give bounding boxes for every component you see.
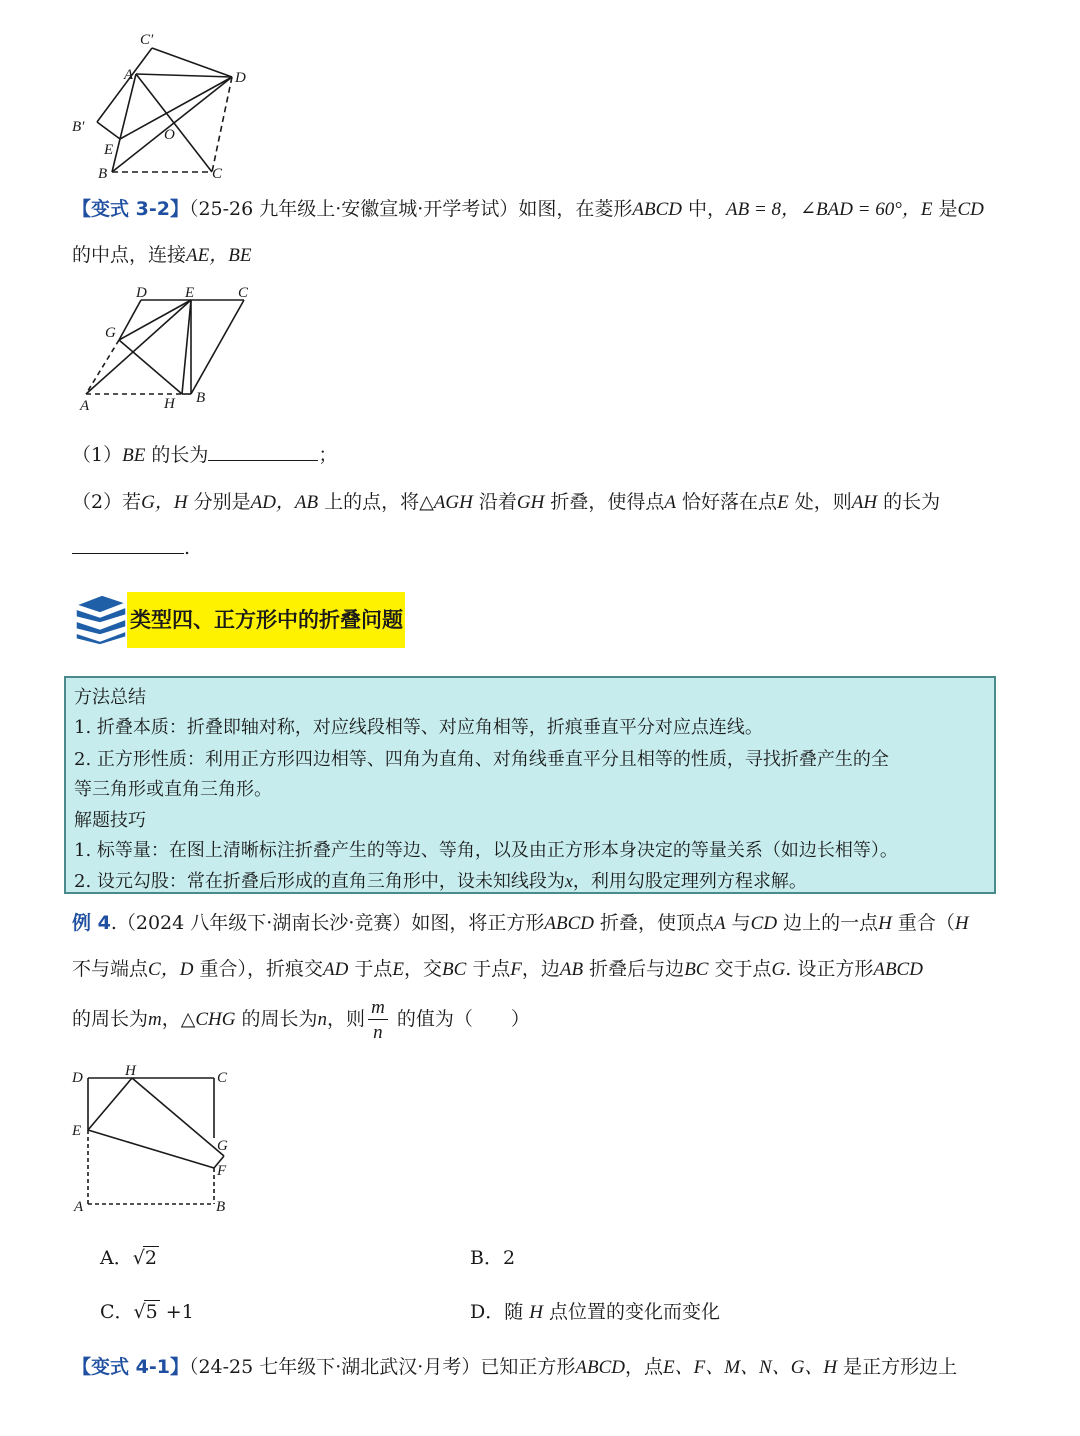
- label-a: A: [80, 398, 90, 412]
- label-g: G: [217, 1138, 228, 1154]
- example-4-line3: 的周长为m，△CHG 的周长为n，则 $\frac{m}{n}$ 的值为（ ）: [72, 997, 530, 1043]
- option-d[interactable]: D．随 H 点位置的变化而变化: [470, 1301, 721, 1323]
- label-a: A: [124, 67, 134, 83]
- label-c: C: [212, 166, 223, 182]
- label-b: B: [196, 390, 206, 406]
- figure-rhombus-fold-1: [62, 26, 272, 186]
- label-d: D: [235, 70, 246, 86]
- books-icon: [72, 593, 130, 645]
- label-d: D: [72, 1070, 83, 1086]
- answer-blank-2[interactable]: [72, 535, 184, 554]
- question-2-answer: .: [72, 535, 190, 559]
- method-heading: 方法总结: [74, 687, 146, 708]
- question-1: （1）BE 的长为 ；: [72, 444, 338, 466]
- label-c-prime: C′: [140, 32, 154, 48]
- method-item-1: 1. 折叠本质：折叠即轴对称，对应线段相等、对应角相等，折痕垂直平分对应点连线。: [74, 717, 763, 738]
- label-g: G: [105, 325, 116, 341]
- label-b: B: [216, 1199, 226, 1215]
- tips-item-1: 1. 标等量：在图上清晰标注折叠产生的等边、等角，以及由正方形本身决定的等量关系（如边长相等）。: [74, 840, 898, 861]
- method-item-2b: 等三角形或直角三角形。: [74, 779, 272, 800]
- label-d: D: [136, 285, 147, 301]
- method-summary-box: [64, 676, 996, 894]
- answer-blank-1[interactable]: [208, 442, 318, 461]
- label-c: C: [238, 285, 249, 301]
- fraction-m-over-n: $\frac{m}{n}$: [368, 998, 388, 1042]
- section-title: 类型四、正方形中的折叠问题: [130, 608, 403, 632]
- question-2: （2）若G，H 分别是AD，AB 上的点，将△AGH 沿着GH 折叠，使得点A 恰好落在点E 处，则AH 的长为: [72, 491, 941, 513]
- example-4-tag: 例 4: [72, 912, 111, 934]
- variant-3-2-line2: 的中点，连接AE，BE: [72, 244, 252, 266]
- variant-3-2-tag: 【变式 3-2】: [72, 198, 189, 220]
- tips-heading: 解题技巧: [74, 810, 146, 831]
- label-h: H: [125, 1063, 136, 1079]
- option-a[interactable]: A．√2: [100, 1247, 157, 1269]
- example-4-line1: 例 4.（2024 八年级下·湖南长沙·竞赛）如图，将正方形ABCD 折叠，使顶点A 与CD 边上的一点H 重合（H: [72, 912, 969, 934]
- option-c[interactable]: C．√5 +1: [100, 1301, 194, 1323]
- label-h: H: [164, 396, 175, 412]
- variant-4-1-line1: 【变式 4-1】（24-25 七年级下·湖北武汉·月考）已知正方形ABCD，点E、F、M、N、G、H 是正方形边上: [72, 1356, 958, 1378]
- label-b: B: [98, 166, 108, 182]
- label-e: E: [104, 142, 114, 158]
- variant-4-1-tag: 【变式 4-1】: [72, 1356, 189, 1378]
- label-c: C: [217, 1070, 228, 1086]
- label-e: E: [72, 1123, 82, 1139]
- label-e: E: [185, 285, 195, 301]
- label-f: F: [217, 1163, 227, 1179]
- option-b[interactable]: B．2: [470, 1247, 516, 1269]
- label-b-prime: B′: [72, 119, 85, 135]
- example-4-line2: 不与端点C，D 重合），折痕交AD 于点E，交BC 于点F，边AB 折叠后与边BC 交于点G. 设正方形ABCD: [72, 958, 923, 980]
- label-o: O: [164, 127, 175, 143]
- variant-3-2-line1: 【变式 3-2】（25-26 九年级上·安徽宣城·开学考试）如图，在菱形ABCD 中，AB = 8，∠BAD = 60°，E 是CD: [72, 198, 984, 220]
- tips-item-2: 2. 设元勾股：常在折叠后形成的直角三角形中，设未知线段为x，利用勾股定理列方程求解。: [74, 871, 807, 892]
- method-item-2a: 2. 正方形性质：利用正方形四边相等、四角为直角、对角线垂直平分且相等的性质，寻找折叠产生的全: [74, 749, 889, 770]
- label-a: A: [74, 1199, 84, 1215]
- figure-rhombus-fold-2: [74, 282, 274, 412]
- figure-square-fold: [64, 1060, 244, 1220]
